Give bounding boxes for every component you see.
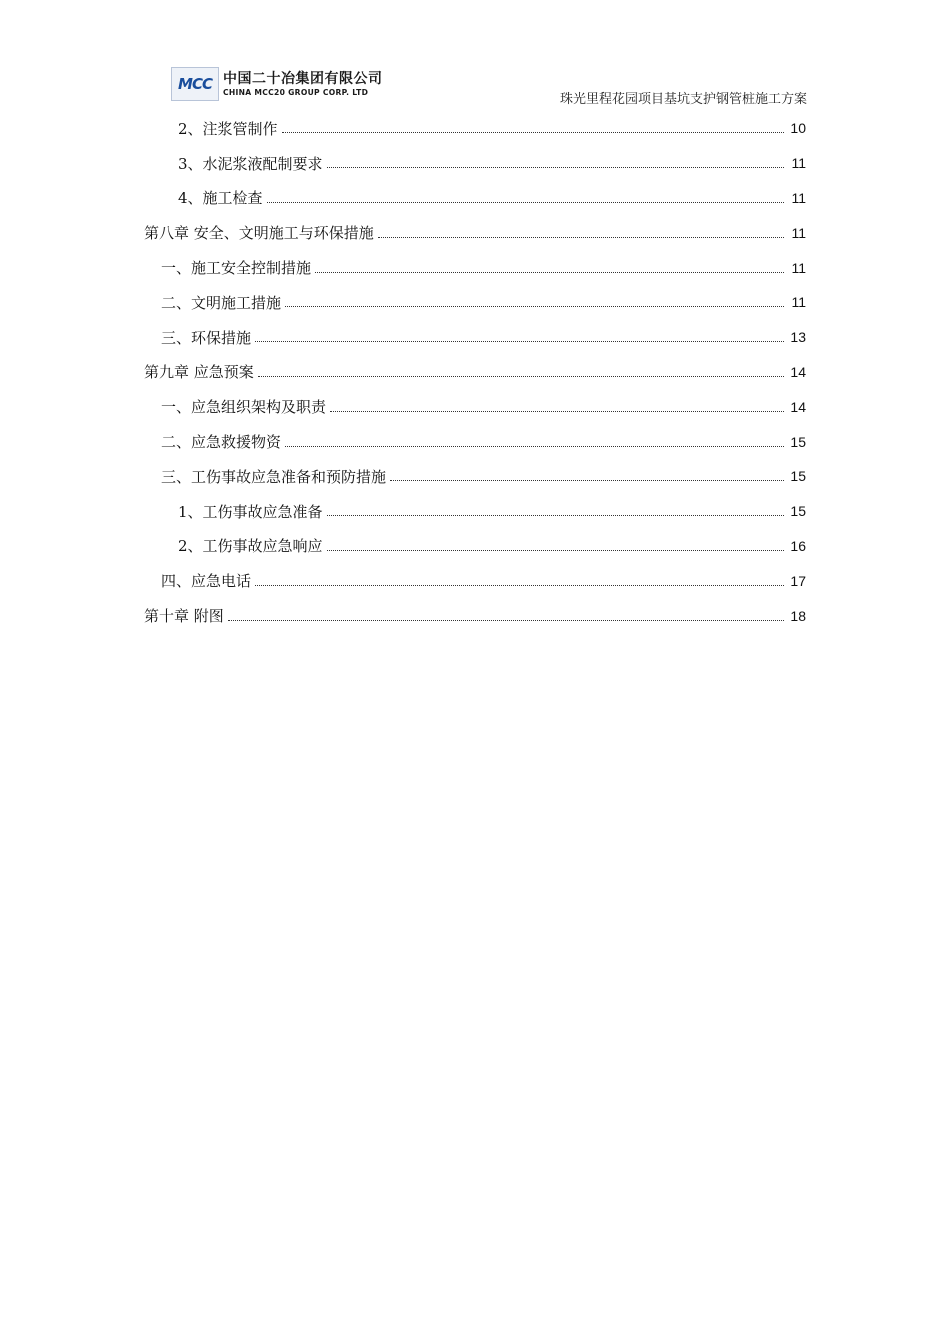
toc-entry-page: 15 <box>790 503 806 520</box>
toc-entry-label: 第八章 安全、文明施工与环保措施 <box>144 222 378 243</box>
toc-entry[interactable] <box>144 355 806 390</box>
toc-leader-dots <box>285 431 784 447</box>
logo-mark-text: MCC <box>178 75 212 93</box>
toc-entry-label: 二、文明施工措施 <box>161 292 285 313</box>
toc-entry-label: 二、应急救援物资 <box>161 431 285 452</box>
toc-entry[interactable] <box>144 111 806 146</box>
toc-entry-label: 三、工伤事故应急准备和预防措施 <box>161 466 390 487</box>
toc-leader-dots <box>315 257 784 273</box>
toc-entry-page: 10 <box>790 120 806 137</box>
company-logo <box>171 66 389 102</box>
toc-entry[interactable] <box>144 320 806 355</box>
toc-entry-page: 11 <box>791 294 806 311</box>
page-header <box>171 66 807 106</box>
toc-entry-page: 16 <box>790 537 806 554</box>
document-title: 珠光里程花园项目基坑支护钢管桩施工方案 <box>559 92 807 107</box>
toc-entry-page: 14 <box>790 398 806 415</box>
toc-leader-dots <box>327 500 784 516</box>
toc-entry[interactable] <box>144 285 806 320</box>
toc-entry-label: 一、施工安全控制措施 <box>161 257 315 278</box>
toc-entry[interactable] <box>144 529 806 564</box>
toc-entry[interactable] <box>144 424 806 459</box>
mcc-logo-icon <box>171 67 219 101</box>
toc-entry-page: 11 <box>791 259 806 276</box>
toc-entry-label: 1、工伤事故应急准备 <box>178 501 327 522</box>
toc-entry-page: 18 <box>790 607 806 624</box>
toc-leader-dots <box>282 117 784 133</box>
toc-leader-dots <box>378 222 784 238</box>
toc-entry-page: 15 <box>790 433 806 450</box>
toc-entry-label: 3、水泥浆液配制要求 <box>178 153 327 174</box>
toc-leader-dots <box>228 605 784 621</box>
toc-leader-dots <box>285 291 784 307</box>
toc-entry-page: 11 <box>791 189 806 206</box>
toc-entry-page: 17 <box>790 572 806 589</box>
company-name-en: CHINA MCC20 GROUP CORP. LTD <box>223 87 369 97</box>
toc-entry-label: 4、施工检查 <box>178 187 267 208</box>
toc-entry-label: 一、应急组织架构及职责 <box>161 396 330 417</box>
logo-text <box>223 72 383 97</box>
toc-leader-dots <box>327 535 784 551</box>
toc-entry-label: 三、环保措施 <box>161 327 255 348</box>
toc-entry-page: 11 <box>791 224 806 241</box>
toc-leader-dots <box>267 187 784 203</box>
toc-entry-page: 15 <box>790 468 806 485</box>
toc-entry[interactable] <box>144 598 806 633</box>
toc-leader-dots <box>390 465 784 481</box>
toc-entry-page: 11 <box>791 155 806 172</box>
toc-entry[interactable] <box>144 389 806 424</box>
toc-entry-label: 2、注浆管制作 <box>178 118 282 139</box>
toc-entry-label: 四、应急电话 <box>161 570 255 591</box>
toc-entry[interactable] <box>144 146 806 181</box>
toc-entry-page: 14 <box>790 363 806 380</box>
toc-entry[interactable] <box>144 250 806 285</box>
toc-leader-dots <box>258 361 784 377</box>
toc-leader-dots <box>255 326 784 342</box>
toc-entry-page: 13 <box>790 329 806 346</box>
toc-entry[interactable] <box>144 215 806 250</box>
toc-entry-label: 2、工伤事故应急响应 <box>178 535 327 556</box>
toc-entry[interactable] <box>144 494 806 529</box>
toc-entry[interactable] <box>144 563 806 598</box>
toc-leader-dots <box>327 152 784 168</box>
company-name-cn: 中国二十冶集团有限公司 <box>223 70 383 87</box>
table-of-contents <box>144 111 806 633</box>
toc-entry[interactable] <box>144 459 806 494</box>
toc-entry-label: 第九章 应急预案 <box>144 361 258 382</box>
toc-entry[interactable] <box>144 181 806 216</box>
toc-entry-label: 第十章 附图 <box>144 605 228 626</box>
toc-leader-dots <box>330 396 784 412</box>
toc-leader-dots <box>255 570 784 586</box>
